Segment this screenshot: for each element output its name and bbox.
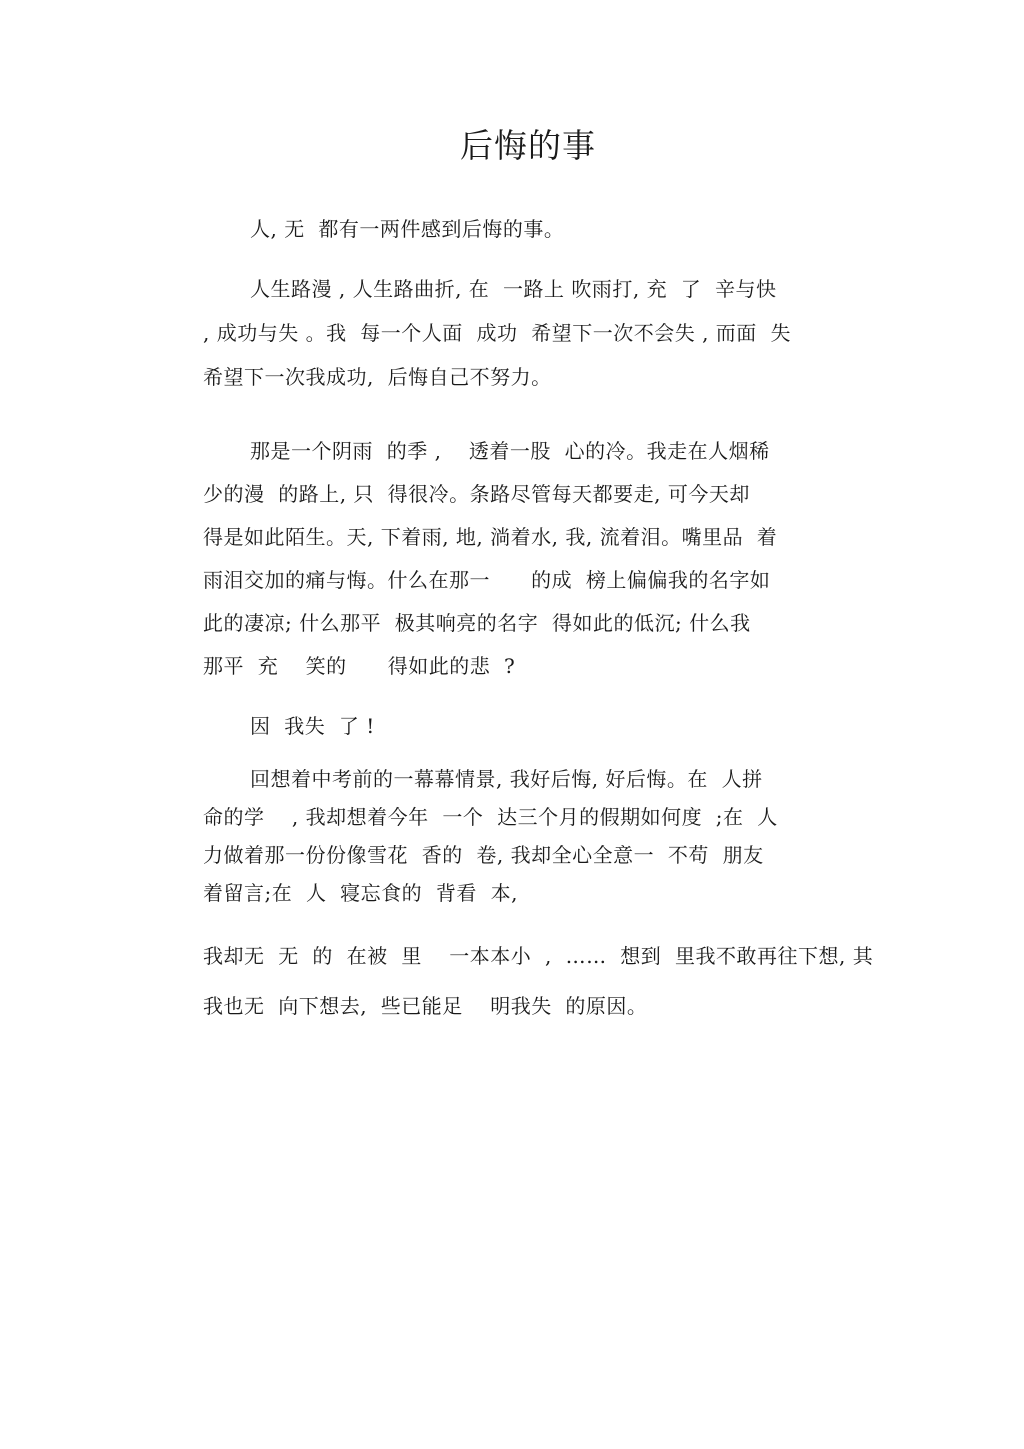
paragraph-6-line-1: 我却无 无 的 在被 里 一本本小 , …… 想到 里我不敢再往下想, 其 [203,944,874,968]
paragraph-5-line-3: 力做着那一份份像雪花 香的 卷, 我却全心全意一 不苟 朋友 [203,843,764,867]
paragraph-5-line-2: 命的学 , 我却想着今年 一个 达三个月的假期如何度 ;在 人 [203,805,778,829]
paragraph-2-line-1: 人生路漫 , 人生路曲折, 在 一路上 吹雨打, 充 了 辛与快 [250,277,777,301]
paragraph-3-line-3: 得是如此陌生。天, 下着雨, 地, 淌着水, 我, 流着泪。嘴里品 着 [203,525,778,549]
paragraph-4-line-1: 因 我失 了 ! [250,714,375,738]
paragraph-3-line-1: 那是一个阴雨 的季 , 透着一股 心的冷。我走在人烟稀 [250,439,770,463]
paragraph-3-line-2: 少的漫 的路上, 只 得很冷。条路尽管每天都要走, 可今天却 [203,482,750,506]
document-title: 后悔的事 [460,126,596,165]
paragraph-1-line-1: 人, 无 都有一两件感到后悔的事。 [250,217,565,241]
paragraph-6-line-2: 我也无 向下想去, 些已能足 明我失 的原因。 [203,994,648,1018]
paragraph-3-line-4: 雨泪交加的痛与悔。什么在那一 的成 榜上偏偏我的名字如 [203,568,771,592]
paragraph-5-line-1: 回想着中考前的一幕幕情景, 我好后悔, 好后悔。在 人拼 [250,767,763,791]
paragraph-3-line-6: 那平 充 笑的 得如此的悲 ? [203,654,516,678]
paragraph-5-line-4: 着留言;在 人 寝忘食的 背看 本, [203,881,518,905]
paragraph-2-line-3: 希望下一次我成功, 后悔自己不努力。 [203,365,552,389]
paragraph-3-line-5: 此的凄凉; 什么那平 极其响亮的名字 得如此的低沉; 什么我 [203,611,751,635]
paragraph-2-line-2: , 成功与失 。我 每一个人面 成功 希望下一次不会失 , 而面 失 [203,321,792,345]
